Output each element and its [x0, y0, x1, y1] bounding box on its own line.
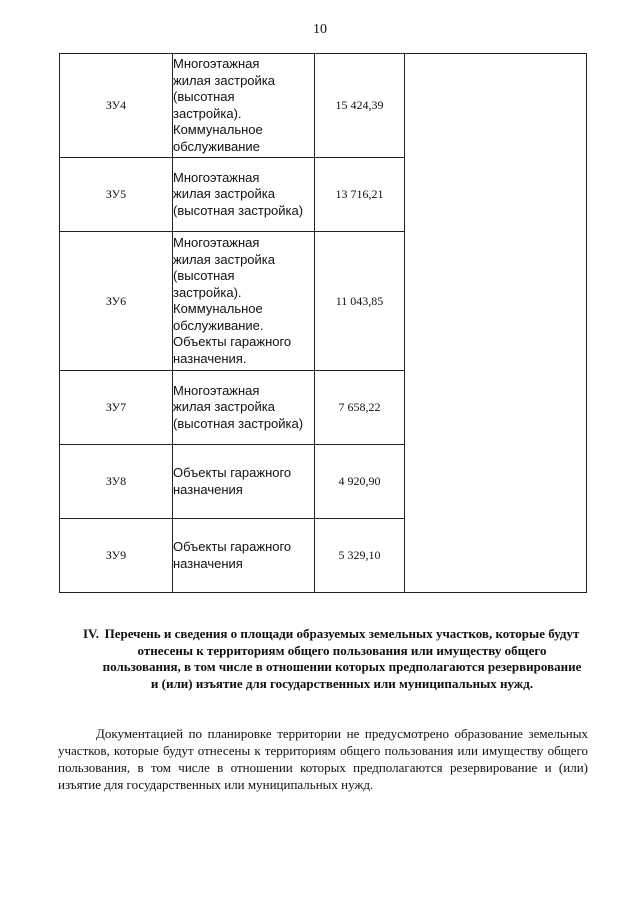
- area-cell: 4 920,90: [315, 445, 405, 519]
- land-parcels-table: [59, 53, 587, 593]
- section-body-text: Документацией по планировке территории не предусмотрено образование земельных участков, которые будут отнесены к территориям общего пользования или имуществу общего пользования, в том числе в отношении которых предполагаются резервирование и (или) изъятие для государственных или муниципальных нужд.: [58, 726, 588, 792]
- permitted-use-cell: Многоэтажная жилая застройка (высотная застройка): [173, 158, 315, 232]
- area-cell: 13 716,21: [315, 158, 405, 232]
- parcel-id-cell: ЗУ8: [60, 445, 173, 519]
- section-title: Перечень и сведения о площади образуемых земельных участков, которые будут отнесены к территориям общего пользования или имуществу общего пользования, в том числе в отношении которых предполагаются резервирование и (или) изъятие для государственных или муниципальных нужд.: [102, 626, 582, 691]
- parcel-id-cell: ЗУ5: [60, 158, 173, 232]
- parcel-id-cell: ЗУ7: [60, 371, 173, 445]
- permitted-use-cell: Многоэтажная жилая застройка (высотная застройка): [173, 371, 315, 445]
- parcel-id-cell: ЗУ9: [60, 519, 173, 593]
- area-cell: 5 329,10: [315, 519, 405, 593]
- area-cell: 15 424,39: [315, 54, 405, 158]
- section-number: IV.: [83, 626, 100, 641]
- table-row: [60, 54, 587, 158]
- permitted-use-cell: Многоэтажная жилая застройка (высотная застройка). Коммунальное обслуживание. Объекты гаражного назначения.: [173, 232, 315, 371]
- permitted-use-cell: Объекты гаражного назначения: [173, 445, 315, 519]
- page-number: 10: [313, 22, 327, 37]
- area-cell: 11 043,85: [315, 232, 405, 371]
- parcel-id-cell: ЗУ4: [60, 54, 173, 158]
- permitted-use-cell: Объекты гаражного назначения: [173, 519, 315, 593]
- parcel-id-cell: ЗУ6: [60, 232, 173, 371]
- permitted-use-cell: Многоэтажная жилая застройка (высотная застройка). Коммунальное обслуживание: [173, 54, 315, 158]
- section-heading: [83, 626, 583, 692]
- merged-note-cell: [405, 54, 587, 593]
- area-cell: 7 658,22: [315, 371, 405, 445]
